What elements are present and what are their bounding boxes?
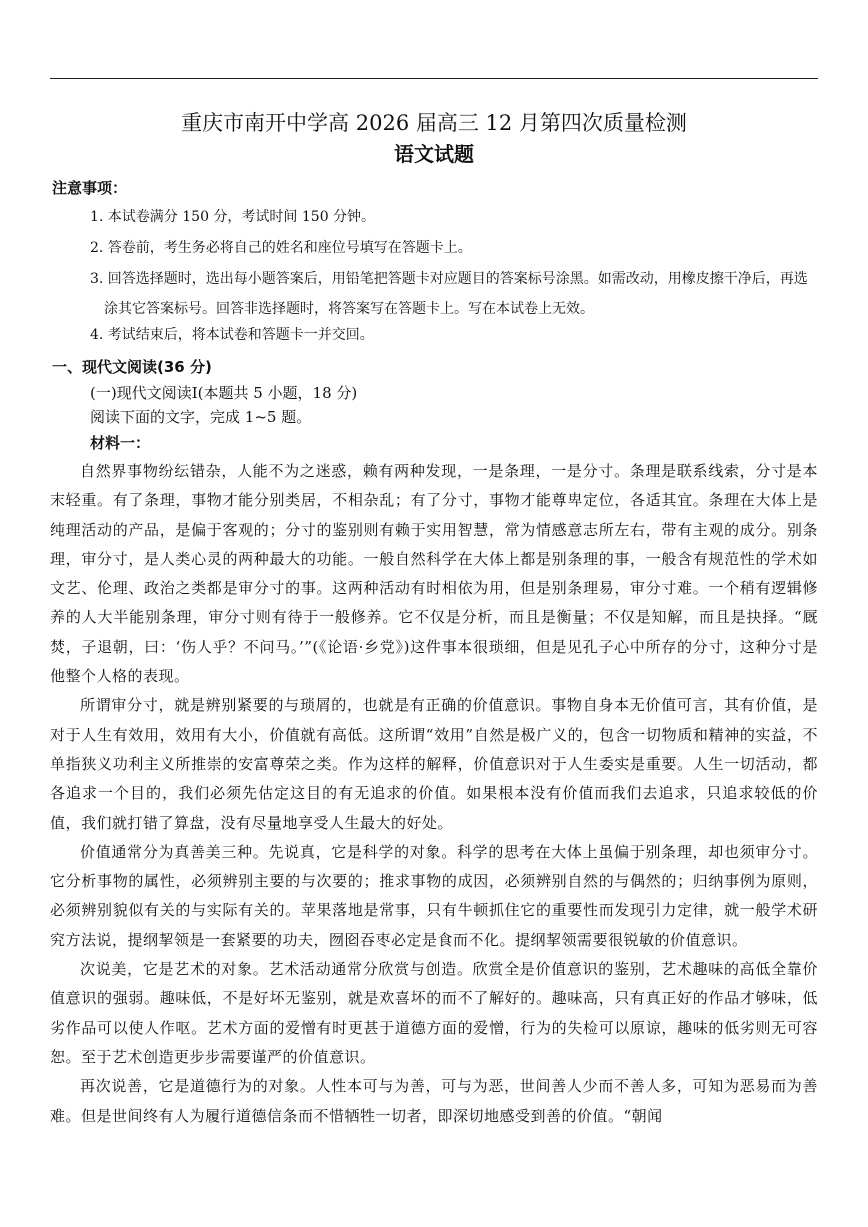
- top-rule: [50, 78, 818, 79]
- section-heading: 一、现代文阅读(36 分): [52, 358, 212, 376]
- reading-instruction: 阅读下面的文字，完成 1~5 题。: [90, 408, 312, 426]
- notice-item-4: 4. 考试结束后，将本试卷和答题卡一并交回。: [90, 327, 374, 343]
- paragraph: 次说美，它是艺术的对象。艺术活动通常分欣赏与创造。欣赏全是价值意识的鉴别，艺术趣味的高低全靠价值意识的强弱。趣味低，不是好坏无鉴别，就是欢喜坏的而不了解好的。趣味高，只有真正好的作品才够味，低劣作品可以使人作呕。艺术方面的爱憎有时更甚于道德方面的爱憎，行为的失检可以原谅，趣味的低劣则无可容恕。至于艺术创造更步步需要谨严的价值意识。: [50, 960, 818, 1066]
- notice-item-2: 2. 答卷前，考生务必将自己的姓名和座位号填写在答题卡上。: [90, 240, 472, 256]
- notice-item-3: 3. 回答选择题时，选出每小题答案后，用铅笔把答题卡对应题目的答案标号涂黑。如需改动，用橡皮擦干净后，再选涂其它答案标号。回答非选择题时，将答案写在答题卡上。写在本试卷上无效。: [90, 271, 808, 317]
- paragraph: 再次说善，它是道德行为的对象。人性本可与为善，可与为恶，世间善人少而不善人多，可知为恶易而为善难。但是世间终有人为履行道德信条而不惜牺牲一切者，即深切地感受到善的价值。“朝闻: [50, 1077, 818, 1125]
- paragraph: 价值通常分为真善美三种。先说真，它是科学的对象。科学的思考在大体上虽偏于别条理，却也须审分寸。它分析事物的属性，必须辨别主要的与次要的；推求事物的成因，必须辨别自然的与偶然的；归纳事例为原则，必须辨别貌似有关的与实际有关的。苹果落地是常事，只有牛顿抓住它的重要性而发现引力定律，就一般学术研究方法说，提纲挈领是一套紧要的功夫，囫囵吞枣必定是食而不化。提纲挈领需要很锐敏的价值意识。: [50, 842, 818, 949]
- paragraph: 自然界事物纷纭错杂，人能不为之迷惑，赖有两种发现，一是条理，一是分寸。条理是联系线索，分寸是本末轻重。有了条理，事物才能分别类居，不相杂乱；有了分寸，事物才能尊卑定位，各适其宜。条理在大体上是纯理活动的产品，是偏于客观的；分寸的鉴别则有赖于实用智慧，常为情感意志所左右，带有主观的成分。别条理，审分寸，是人类心灵的两种最大的功能。一般自然科学在大体上都是别条理的事，一般含有规范性的学术如文艺、伦理、政治之类都是审分寸的事。这两种活动有时相依为用，但是别条理易，审分寸难。一个稍有逻辑修养的人大半能别条理，审分寸则有待于一般修养。它不仅是分析，而且是衡量；不仅是知解，而且是抉择。“厩焚，子退朝，曰：‘伤人乎？不问马。’”(《论语·乡党》)这件事本很琐细，但是见孔子心中所存的分寸，这种分寸是他整个人格的表现。: [50, 462, 818, 686]
- paragraph: 所谓审分寸，就是辨别紧要的与琐屑的，也就是有正确的价值意识。事物自身本无价值可言，其有价值，是对于人生有效用，效用有大小，价值就有高低。这所谓“效用”自然是极广义的，包含一切物质和精神的实益，不单指狭义功利主义所推崇的安富尊荣之类。作为这样的解释，价值意识对于人生委实是重要。人生一切活动，都各追求一个目的，我们必须先估定这目的有无追求的价值。如果根本没有价值而我们去追求，只追求较低的价值，我们就打错了算盘，没有尽量地享受人生最大的好处。: [50, 696, 818, 832]
- article-body: [50, 457, 818, 1131]
- notice-item-1: 1. 本试卷满分 150 分，考试时间 150 分钟。: [90, 209, 376, 225]
- exam-subtitle: 语文试题: [394, 142, 474, 166]
- exam-title: 重庆市南开中学高 2026 届高三 12 月第四次质量检测: [181, 111, 687, 135]
- subsection-heading: (一)现代文阅读Ⅰ(本题共 5 小题，18 分): [90, 384, 358, 402]
- notice-heading: 注意事项：: [52, 179, 128, 197]
- material-label: 材料一：: [90, 434, 151, 452]
